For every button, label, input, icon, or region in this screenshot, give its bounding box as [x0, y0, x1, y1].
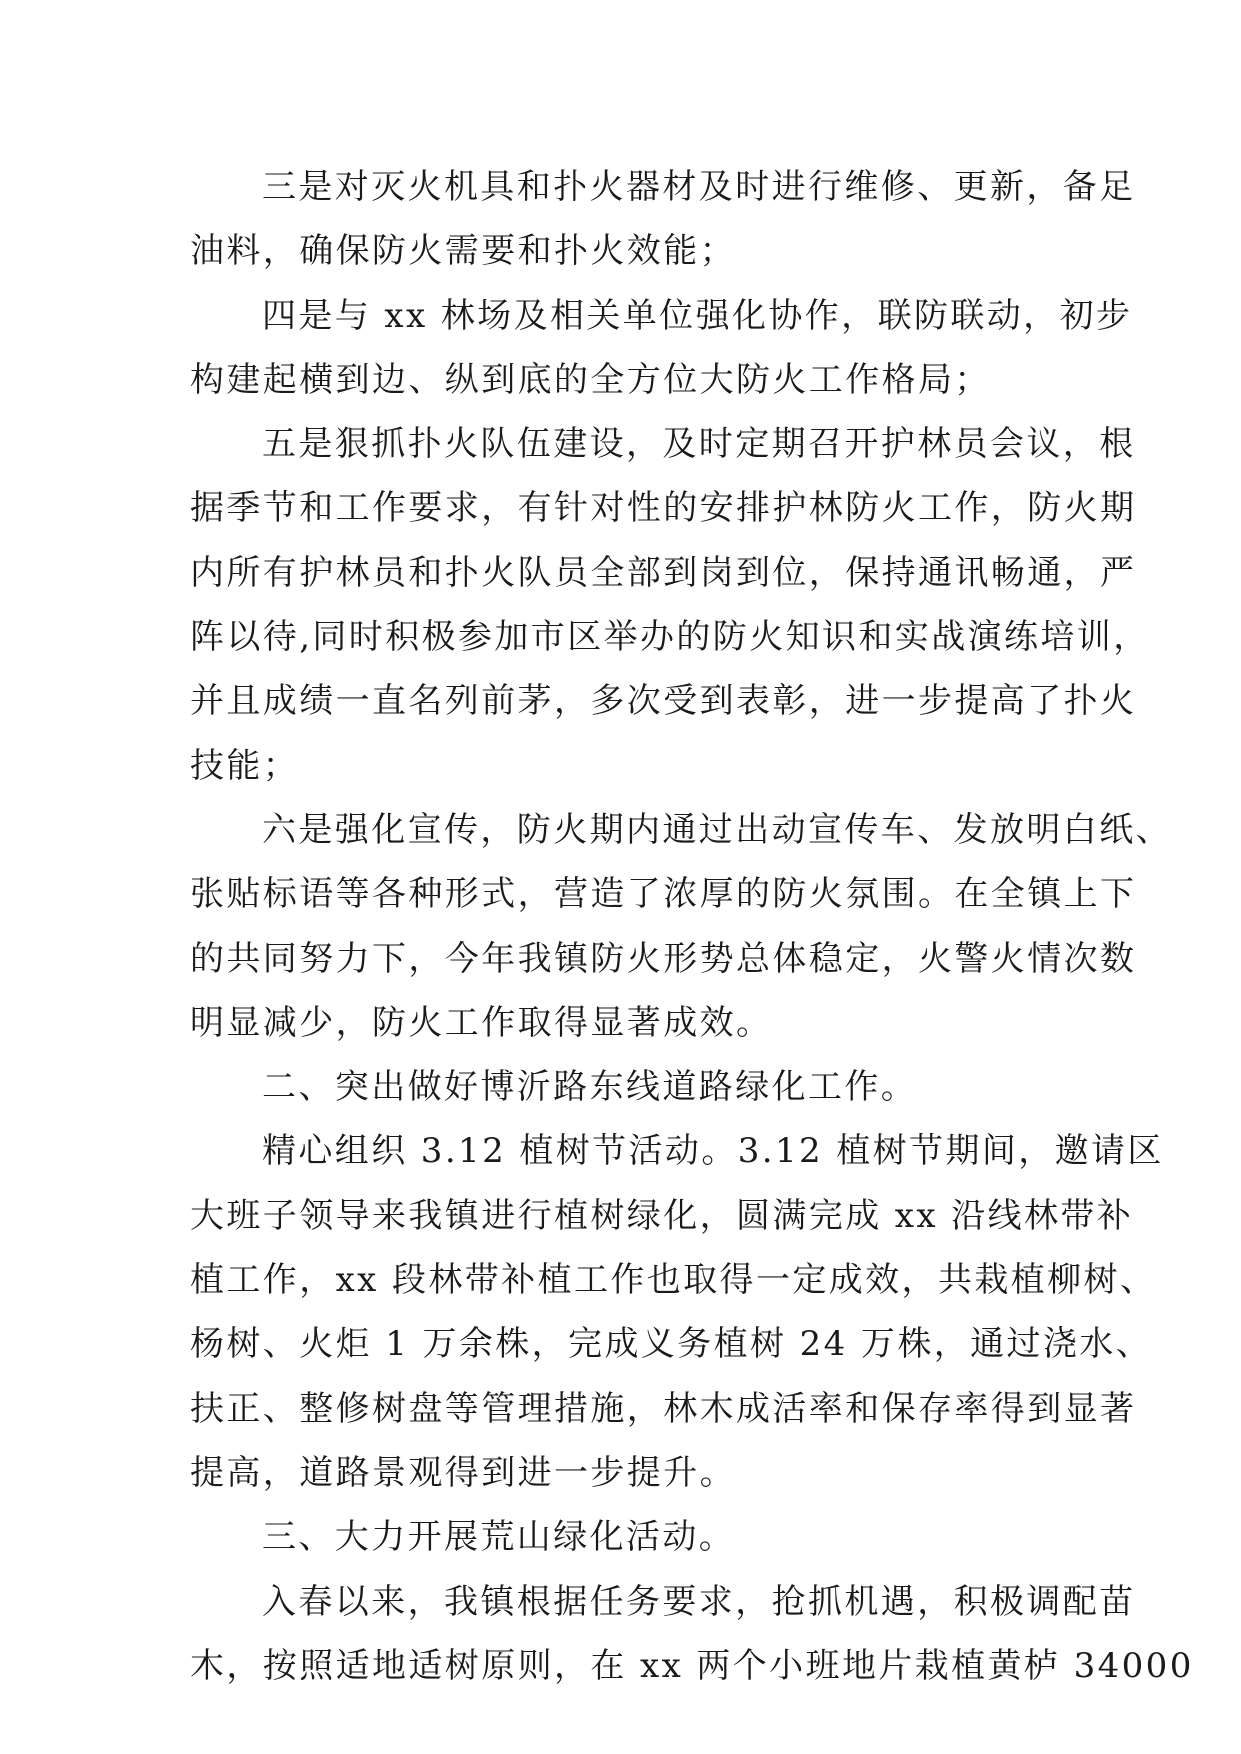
- text-line: 技能；: [190, 745, 300, 786]
- text-line: 扶正、整修树盘等管理措施，林木成活率和保存率得到显著: [190, 1388, 1137, 1429]
- text-line: 三是对灭火机具和扑火器材及时进行维修、更新，备足: [262, 167, 1136, 207]
- section-heading-mountain-greening: [190, 1505, 1050, 1569]
- text-line: 四是与 xx 林场及相关单位强化协作，联防联动，初步: [262, 295, 1133, 336]
- text-line: 张贴标语等各种形式，营造了浓厚的防火氛围。在全镇上下: [190, 874, 1137, 915]
- text-line: 并且成绩一直名列前茅，多次受到表彰，进一步提高了扑火: [190, 681, 1137, 722]
- text-line: 提高，道路景观得到进一步提升。: [190, 1452, 736, 1493]
- paragraph-spring-planting: [190, 1570, 1194, 1699]
- paragraph-arbor-day: [190, 1119, 1164, 1505]
- section-heading-road-greening: [190, 1055, 1050, 1119]
- paragraph-team-building: [190, 412, 1150, 798]
- text-line: 明显减少，防火工作取得显著成效。: [190, 1002, 773, 1043]
- text-line: 的共同努力下，今年我镇防火形势总体稳定，火警火情次数: [190, 938, 1137, 979]
- text-line: 内所有护林员和扑火队员全部到岗到位，保持通讯畅通，严: [190, 552, 1137, 593]
- section-heading-text: 二、突出做好博沂路东线道路绿化工作。: [262, 1067, 918, 1108]
- paragraph-cooperation: [190, 284, 1133, 413]
- text-line: 六是强化宣传，防火期内通过出动宣传车、发放明白纸、: [262, 809, 1172, 850]
- text-line: 据季节和工作要求，有针对性的安排护林防火工作，防火期: [190, 488, 1137, 529]
- text-line: 五是狠抓扑火队伍建设，及时定期召开护林员会议，根: [262, 424, 1136, 465]
- text-line: 入春以来，我镇根据任务要求，抢抓机遇，积极调配苗: [262, 1581, 1136, 1622]
- section-heading-text: 三、大力开展荒山绿化活动。: [262, 1517, 736, 1558]
- text-line: 木，按照适地适树原则，在 xx 两个小班地片栽植黄栌 34000: [190, 1645, 1194, 1686]
- text-line: 杨树、火炬 1 万余株，完成义务植树 24 万株，通过浇水、: [190, 1324, 1153, 1365]
- text-line: 构建起横到边、纵到底的全方位大防火工作格局；: [190, 359, 991, 400]
- text-line: 精心组织 3.12 植树节活动。3.12 植树节期间，邀请区: [262, 1131, 1164, 1172]
- paragraph-maintenance: [190, 155, 1136, 284]
- document-body: [190, 155, 1194, 1698]
- text-line: 植工作，xx 段林带补植工作也取得一定成效，共栽植柳树、: [190, 1260, 1157, 1301]
- text-line: 油料，确保防火需要和扑火效能；: [190, 231, 736, 272]
- text-line: 阵以待,同时积极参加市区举办的防火知识和实战演练培训，: [190, 617, 1150, 658]
- text-line: 大班子领导来我镇进行植树绿化，圆满完成 xx 沿线林带补: [190, 1195, 1134, 1236]
- paragraph-publicity: [190, 798, 1172, 1055]
